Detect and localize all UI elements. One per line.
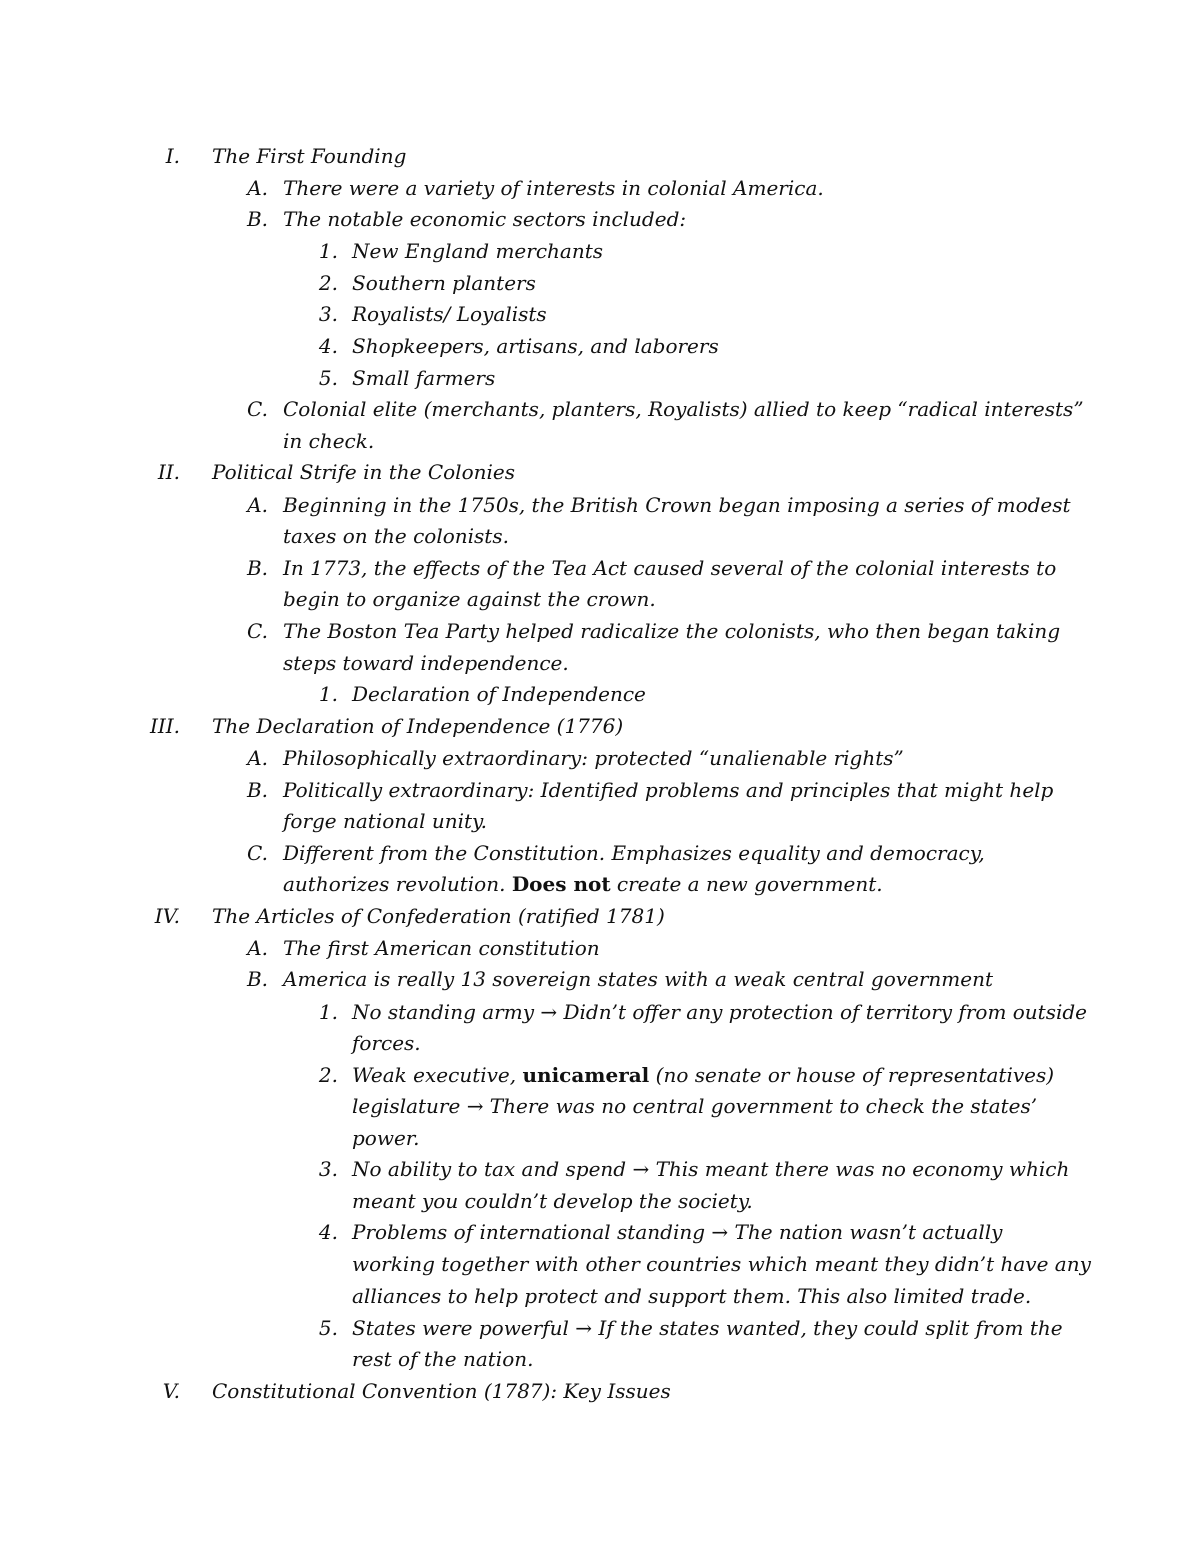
sub-item-number: 3. [318, 302, 338, 326]
sub-item-text: Problems of international standing → The nation wasn’t actually [352, 1220, 1003, 1244]
sub-item-number: 5. [318, 1316, 338, 1340]
item-text: forge national unity. [283, 809, 488, 833]
sub-item-text: alliances to help protect and support them. This also limited trade. [352, 1284, 1032, 1308]
sub-item-number: 1. [318, 1000, 338, 1024]
sub-item-number: 2. [318, 271, 338, 295]
item-letter: A. [247, 176, 268, 200]
text-run: create a new government. [610, 872, 883, 896]
sub-item-text: Shopkeepers, artisans, and laborers [352, 334, 719, 358]
text-run: Weak executive, [352, 1063, 523, 1087]
item-text: in check. [283, 429, 375, 453]
sub-item-text: No ability to tax and spend → This meant there was no economy which [352, 1157, 1070, 1181]
item-letter: A. [247, 936, 268, 960]
text-run: (no senate or house of representatives) [649, 1063, 1055, 1087]
item-letter: B. [246, 967, 268, 991]
item-letter: B. [246, 207, 268, 231]
item-text: Colonial elite (merchants, planters, Royalists) allied to keep “radical interests” [283, 397, 1084, 421]
sub-item-text: Small farmers [352, 366, 496, 390]
section-numeral: IV. [154, 904, 180, 928]
item-text: The first American constitution [283, 936, 600, 960]
section-numeral: III. [149, 714, 180, 738]
sub-item-number: 4. [318, 334, 338, 358]
sub-item-number: 1. [318, 239, 338, 263]
sub-item-text: Royalists/ Loyalists [352, 302, 547, 326]
sub-item-text: Declaration of Independence [352, 682, 646, 706]
item-letter: C. [247, 619, 268, 643]
section-title: Political Strife in the Colonies [212, 460, 515, 484]
item-text: taxes on the colonists. [283, 524, 509, 548]
section-numeral: V. [162, 1379, 180, 1403]
item-text: steps toward independence. [283, 651, 569, 675]
item-letter: B. [246, 778, 268, 802]
item-text: America is really 13 sovereign states with a weak central government [283, 967, 994, 991]
sub-item-number: 1. [318, 682, 338, 706]
sub-item-text: Southern planters [352, 271, 536, 295]
item-text: In 1773, the effects of the Tea Act caused several of the colonial interests to [283, 556, 1057, 580]
emphasis-text: unicameral [522, 1063, 650, 1087]
sub-item-text: New England merchants [352, 239, 604, 263]
emphasis-text: Does not [511, 872, 611, 896]
sub-item-text: rest of the nation. [352, 1347, 534, 1371]
sub-item-number: 3. [318, 1157, 338, 1181]
section-numeral: II. [157, 460, 180, 484]
sub-item-text [352, 1059, 1054, 1091]
item-letter: A. [247, 493, 268, 517]
item-text: Beginning in the 1750s, the British Crown began imposing a series of modest [283, 493, 1071, 517]
item-text: The Boston Tea Party helped radicalize the colonists, who then began taking [283, 619, 1061, 643]
item-letter: C. [247, 397, 268, 421]
sub-item-text: legislature → There was no central government to check the states’ [352, 1094, 1038, 1118]
sub-item-number: 5. [318, 366, 338, 390]
item-text: Politically extraordinary: Identified problems and principles that might help [283, 778, 1054, 802]
section-title: The Declaration of Independence (1776) [212, 714, 624, 738]
sub-item-text: No standing army → Didn’t offer any protection of territory from outside [352, 1000, 1088, 1024]
item-letter: C. [247, 841, 268, 865]
sub-item-text: power. [352, 1126, 420, 1150]
section-title: The Articles of Confederation (ratified 1781) [212, 904, 665, 928]
sub-item-text: meant you couldn’t develop the society. [352, 1189, 753, 1213]
item-letter: A. [247, 746, 268, 770]
sub-item-number: 2. [318, 1063, 338, 1087]
section-title: The First Founding [212, 144, 407, 168]
section-numeral: I. [165, 144, 180, 168]
item-text: The notable economic sectors included: [283, 207, 687, 231]
text-run: authorizes revolution. [283, 872, 512, 896]
sub-item-text: working together with other countries which meant they didn’t have any [352, 1252, 1091, 1276]
sub-item-text: forces. [352, 1031, 421, 1055]
item-letter: B. [246, 556, 268, 580]
item-text: Philosophically extraordinary: protected “unalienable rights” [283, 746, 904, 770]
item-text: There were a variety of interests in colonial America. [283, 176, 824, 200]
sub-item-number: 4. [318, 1220, 338, 1244]
item-text: Different from the Constitution. Emphasizes equality and democracy, [283, 841, 985, 865]
item-text: begin to organize against the crown. [283, 587, 656, 611]
sub-item-text: States were powerful → If the states wanted, they could split from the [352, 1316, 1063, 1340]
section-title: Constitutional Convention (1787): Key Issues [212, 1379, 671, 1403]
item-text [283, 868, 883, 900]
